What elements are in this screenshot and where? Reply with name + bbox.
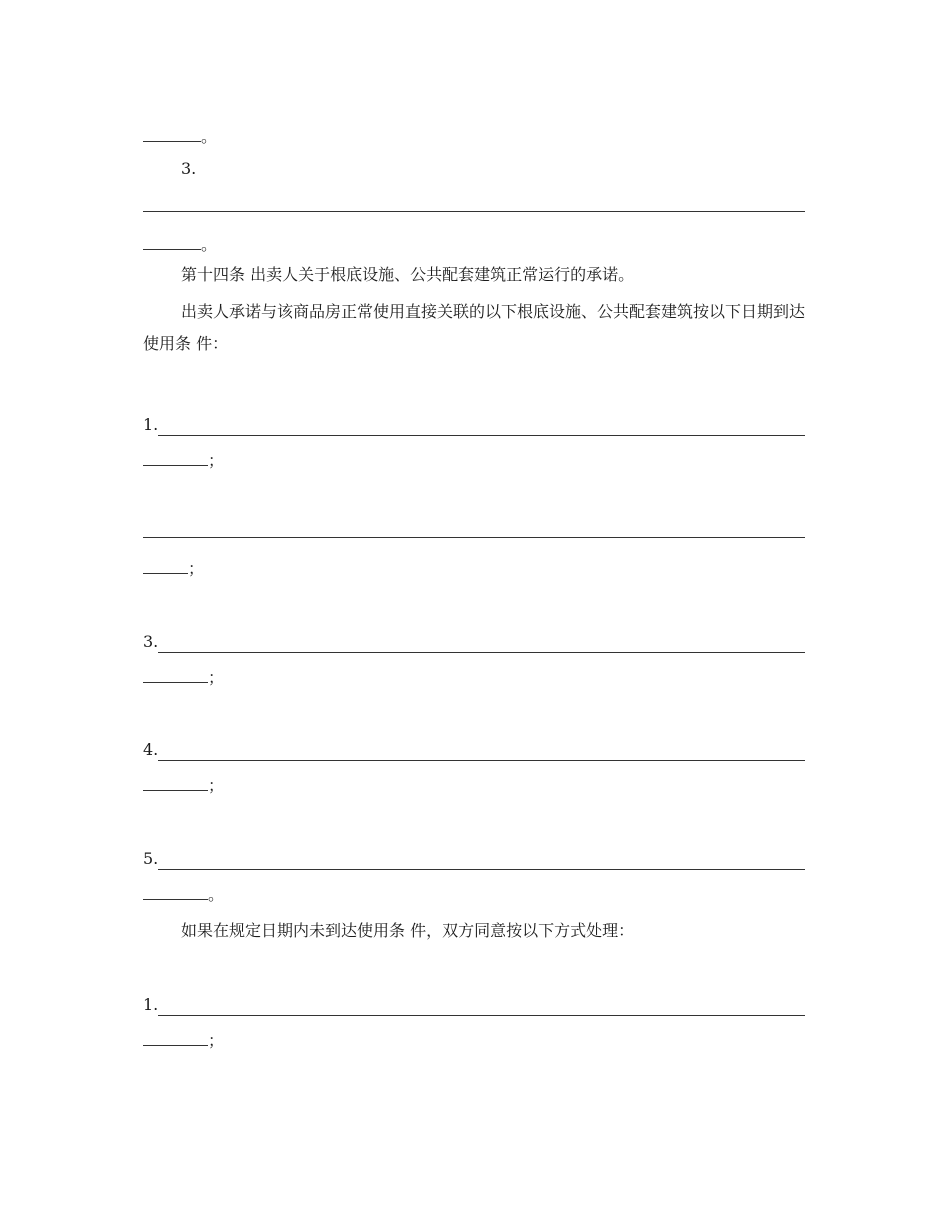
blank-line-end-1: 。 [143, 126, 805, 148]
handling-item-1: 1. [143, 994, 805, 1016]
blank-rule [143, 668, 208, 683]
fill-item-2-end: ； [143, 558, 805, 580]
blank-rule [143, 776, 208, 791]
fill-item-3: 3. [143, 631, 805, 653]
fill-item-2 [143, 522, 805, 544]
blank-rule [143, 127, 201, 142]
blank-rule [158, 421, 805, 436]
handling-item-1-end: ； [143, 1030, 805, 1052]
blank-line-full-1 [143, 196, 805, 218]
blank-rule [158, 746, 805, 761]
fill-item-1: 1. [143, 414, 805, 436]
fill-item-4-end: ； [143, 775, 805, 797]
fill-item-3-end: ； [143, 667, 805, 689]
blank-rule [143, 197, 805, 212]
blank-rule [143, 1031, 208, 1046]
blank-rule [158, 1001, 805, 1016]
blank-rule [143, 235, 201, 250]
fill-item-4: 4. [143, 739, 805, 761]
fill-item-1-end: ； [143, 450, 805, 472]
blank-rule [158, 855, 805, 870]
blank-rule [143, 885, 208, 900]
blank-rule [143, 451, 208, 466]
fill-item-5: 5. [143, 848, 805, 870]
article-14-title: 第十四条 出卖人关于根底设施、公共配套建筑正常运行的承诺。 [181, 265, 635, 284]
handling-intro: 如果在规定日期内未到达使用条 件，双方同意按以下方式处理： [181, 921, 635, 940]
article-14-body: 出卖人承诺与该商品房正常使用直接关联的以下根底设施、公共配套建筑按以下日期到达使用条 件： [143, 302, 806, 353]
blank-rule [143, 523, 805, 538]
blank-rule [143, 559, 188, 574]
blank-line-end-2: 。 [143, 234, 805, 256]
item-3-label: 3. [181, 159, 197, 178]
blank-rule [158, 638, 805, 653]
fill-item-5-end: 。 [143, 884, 805, 906]
